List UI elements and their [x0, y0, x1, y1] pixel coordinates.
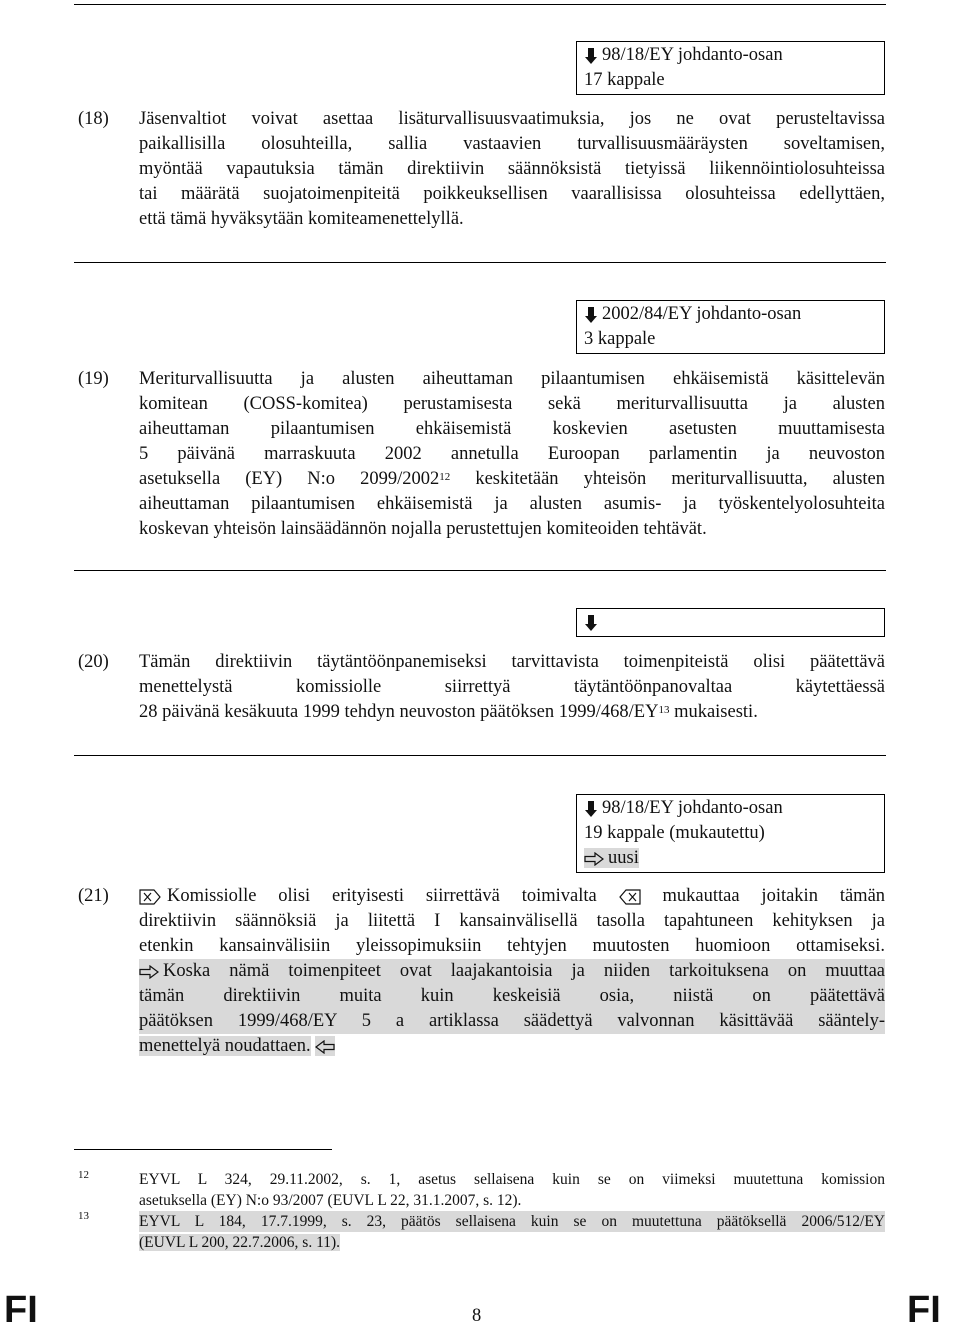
- recital-line-new: tämän direktiivin muita kuin keskeisiä osia, niistä on päätettävä: [139, 984, 885, 1009]
- footnote-line: EYVL L 184, 17.7.1999, s. 23, päätös sellaisena kuin se on muutettuna päätöksellä 2006/512/EY: [139, 1213, 885, 1230]
- recital-line: aiheuttaman pilaantumisen ehkäisemistä ja alusten asumis- ja työskentelyolosuhteita: [139, 494, 885, 514]
- recital-line: direktiivin säännöksiä ja liitettä I kansainvälisellä tasolla tapahtuneen kehityksen ja: [139, 911, 885, 931]
- delete-marker-icon: [619, 889, 641, 905]
- language-code-left: FI: [4, 1289, 38, 1331]
- delete-marker-icon: [139, 889, 161, 905]
- footnote-number: 13: [78, 1210, 89, 1222]
- source-reference-line: 98/18/EY johdanto-osan: [584, 796, 878, 821]
- footnote-reference[interactable]: 13: [658, 704, 670, 716]
- recital-line: Komissiolle olisi erityisesti siirrettävä toimivalta mukauttaa joitakin tämän: [139, 884, 885, 909]
- source-reference-box: [576, 41, 885, 95]
- recital-line-new: menettelyä noudattaen.: [139, 1034, 885, 1059]
- footnote-reference[interactable]: 12: [439, 471, 451, 483]
- language-code-right: FI: [907, 1289, 941, 1331]
- recital-line: 5 päivänä marraskuuta 2002 annetulla Euroopan parlamentin ja neuvoston: [139, 444, 885, 464]
- recital-number: (21): [78, 886, 109, 906]
- new-text-marker: uusi: [584, 848, 639, 868]
- footnote-line: asetuksella (EY) N:o 93/2007 (EUVL L 22, 31.1.2007, s. 12).: [139, 1192, 522, 1209]
- recital-number: (20): [78, 652, 109, 672]
- footnote-line: (EUVL L 200, 22.7.2006, s. 11).: [139, 1234, 341, 1251]
- source-reference-line: [584, 846, 878, 871]
- footnote-text: [139, 1169, 885, 1211]
- down-arrow-icon: [584, 614, 598, 632]
- recital-line: että tämä hyväksytään komiteamenettelyllä.: [139, 209, 464, 229]
- recital-number: (18): [78, 109, 109, 129]
- recital-line: menettelystä komissiolle siirrettyä täytäntöönpanovaltaa käytettäessä: [139, 677, 885, 697]
- recital-line: asetuksella (EY) N:o 2099/2002$^{12}$ keskitetään yhteisön meriturvallisuutta, alusten: [139, 469, 885, 489]
- page-number: 8: [472, 1306, 482, 1326]
- recital-line: 28 päivänä kesäkuuta 1999 tehdyn neuvoston päätöksen 1999/468/EY$^{13}$ mukaisesti.: [139, 702, 758, 722]
- header-rule: [74, 4, 886, 5]
- recital-line: Meriturvallisuutta ja alusten aiheuttaman pilaantumisen ehkäisemistä käsittelevän: [139, 369, 885, 389]
- recital-text: [139, 884, 885, 1059]
- recital-text: [139, 107, 885, 232]
- source-reference-box: [576, 300, 885, 354]
- source-reference-box: [576, 608, 885, 637]
- source-reference-line: 2002/84/EY johdanto-osan: [584, 302, 878, 327]
- source-reference-line: 17 kappale: [584, 70, 665, 90]
- recital-line: myöntää vapautuksia tämän direktiivin säännöksistä tietyissä liikennöintiolosuhteissa: [139, 159, 885, 179]
- down-arrow-icon: [584, 47, 598, 65]
- recital-line-new: Koska nämä toimenpiteet ovat laajakantoisia ja niiden tarkoituksena on muuttaa: [139, 959, 885, 984]
- recital-number: (19): [78, 369, 109, 389]
- section-separator: [74, 262, 886, 263]
- recital-text: [139, 650, 885, 725]
- footnote-separator: [74, 1149, 332, 1150]
- recital-line: Tämän direktiivin täytäntöönpanemiseksi tarvittavista toimenpiteistä olisi päätettävä: [139, 652, 885, 672]
- section-separator: [74, 570, 886, 571]
- source-reference-line: [584, 610, 878, 635]
- source-reference-line: 98/18/EY johdanto-osan: [584, 43, 878, 68]
- recital-text: [139, 367, 885, 542]
- footnote-number: 12: [78, 1169, 89, 1181]
- left-hollow-arrow-icon: [315, 1040, 335, 1054]
- source-reference-box: [576, 794, 885, 873]
- right-hollow-arrow-icon: [584, 852, 604, 866]
- recital-line: komitean (COSS-komitea) perustamisesta sekä meriturvallisuutta ja alusten: [139, 394, 885, 414]
- source-reference-line: 3 kappale: [584, 329, 656, 349]
- recital-line: koskevan yhteisön lainsäädännön nojalla perustettujen komiteoiden tehtävät.: [139, 519, 707, 539]
- recital-line: etenkin kansainvälisiin yleissopimuksiin tehtyjen muutosten huomioon ottamiseksi.: [139, 936, 885, 956]
- source-reference-line: 19 kappale (mukautettu): [584, 823, 765, 843]
- recital-line: Jäsenvaltiot voivat asettaa lisäturvallisuusvaatimuksia, jos ne ovat perusteltavissa: [139, 109, 885, 129]
- recital-line: aiheuttaman pilaantumisen ehkäisemistä koskevien asetusten muuttamisesta: [139, 419, 885, 439]
- recital-line-new: päätöksen 1999/468/EY 5 a artiklassa säädettyä valvonnan käsittävää sääntely-: [139, 1009, 885, 1034]
- footnote-text: [139, 1211, 885, 1253]
- right-hollow-arrow-icon: [139, 965, 159, 979]
- section-separator: [74, 755, 886, 756]
- down-arrow-icon: [584, 800, 598, 818]
- recital-line: tai määrätä suojatoimenpiteitä poikkeuksellisen vaarallisissa olosuhteissa edellyttäen,: [139, 184, 885, 204]
- footnote-line: EYVL L 324, 29.11.2002, s. 1, asetus sellaisena kuin se on viimeksi muutettuna komission: [139, 1171, 885, 1188]
- down-arrow-icon: [584, 306, 598, 324]
- recital-line: paikallisilla olosuhteilla, sallia vastaavien turvallisuusmääräysten soveltamisen,: [139, 134, 885, 154]
